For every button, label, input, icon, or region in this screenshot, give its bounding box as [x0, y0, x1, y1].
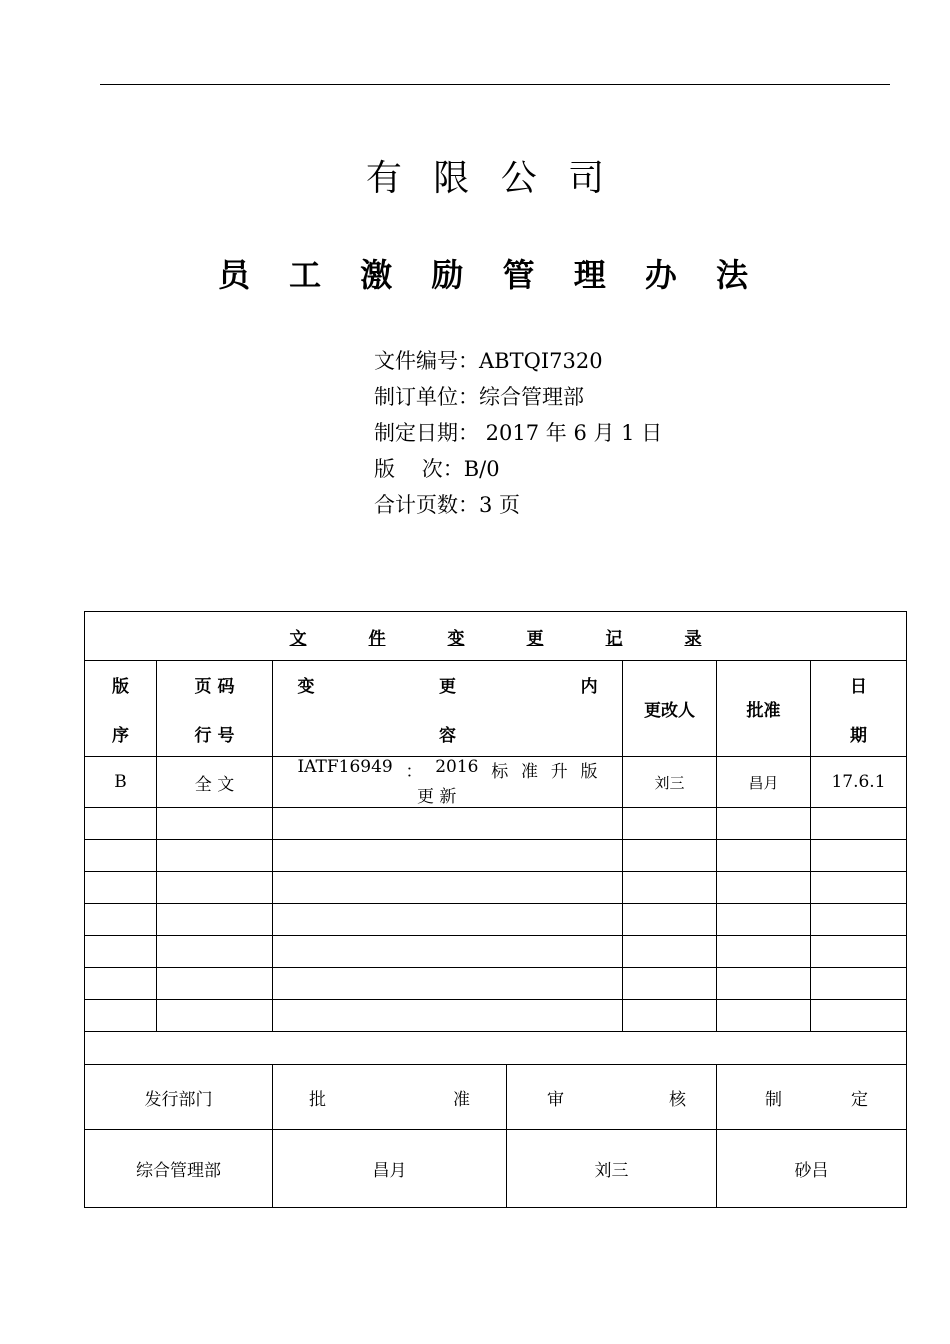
sign-value-approve: 昌月: [273, 1130, 507, 1208]
cell-modifier: 刘三: [623, 757, 717, 808]
change-record-title: [85, 612, 907, 661]
table-row: [85, 936, 907, 968]
col-header-modifier: 更改人: [623, 661, 717, 757]
header-text: 内: [580, 676, 598, 697]
meta-version: 版 次：B/0: [374, 457, 500, 481]
header-text: 更: [439, 676, 456, 697]
header-text: 版: [112, 676, 129, 697]
cell-change: [273, 757, 623, 808]
sign-header-make: [717, 1065, 907, 1130]
sign-header-dept: 发行部门: [85, 1065, 273, 1130]
sign-header-row: [85, 1065, 907, 1130]
cell-text: 版: [580, 762, 598, 782]
cell-text: 2016: [435, 757, 479, 777]
header-text: 变: [297, 676, 315, 697]
cell-page: 全 文: [157, 757, 273, 808]
header-text: 批: [309, 1089, 326, 1110]
spacer-row: [85, 1032, 907, 1065]
cell-text: 准: [520, 762, 538, 782]
document-meta: [374, 343, 662, 523]
header-text: 页 码: [194, 676, 235, 697]
sign-header-review: [507, 1065, 717, 1130]
cell-version: B: [85, 757, 157, 808]
header-text: 定: [851, 1089, 868, 1110]
table-row: [85, 904, 907, 936]
header-text: 准: [453, 1089, 470, 1110]
table-row: [85, 872, 907, 904]
document-title: 员 工 激 励 管 理 办 法: [218, 256, 762, 294]
col-header-date: [811, 661, 907, 757]
cell-text: ：: [405, 762, 423, 782]
cell-text: 标: [491, 762, 509, 782]
sign-header-approve: [273, 1065, 507, 1130]
meta-date: 制定日期： 2017 年 6 月 1 日: [374, 421, 663, 445]
sign-values-row: [85, 1130, 907, 1208]
sign-value-make: 砂吕: [717, 1130, 907, 1208]
col-header-page: [157, 661, 273, 757]
header-text: 审: [547, 1089, 564, 1110]
title-char: 件: [368, 628, 386, 649]
table-row: [85, 757, 907, 808]
header-rule: [100, 84, 890, 85]
company-name: 有 限 公 司: [365, 158, 615, 199]
table-row: [85, 968, 907, 1000]
header-text: 期: [850, 725, 867, 746]
header-text: 日: [850, 676, 867, 697]
change-record-table: [84, 611, 907, 1208]
sign-value-dept: 综合管理部: [85, 1130, 273, 1208]
header-text: 行 号: [194, 725, 235, 746]
table-row: [85, 1000, 907, 1032]
header-text: 序: [112, 725, 129, 746]
meta-department: 制订单位：综合管理部: [374, 385, 584, 409]
col-header-approver: 批准: [717, 661, 811, 757]
meta-pages: 合计页数：3 页: [374, 493, 521, 517]
title-char: 文: [289, 628, 307, 649]
col-header-change: [273, 661, 623, 757]
sign-value-review: 刘三: [507, 1130, 717, 1208]
cell-date: 17.6.1: [811, 757, 907, 808]
cell-approver: 昌月: [717, 757, 811, 808]
header-text: 制: [765, 1089, 782, 1110]
header-text: 容: [439, 725, 456, 746]
title-char: 变: [447, 628, 465, 649]
title-char: 记: [605, 628, 623, 649]
table-row: [85, 840, 907, 872]
cell-text: 升: [550, 762, 568, 782]
header-text: 核: [669, 1089, 686, 1110]
cell-text: IATF16949: [297, 757, 393, 777]
meta-doc-number: 文件编号：ABTQI7320: [374, 349, 603, 373]
title-char: 更: [526, 628, 544, 649]
cell-text: 更 新: [417, 787, 457, 807]
table-row: [85, 808, 907, 840]
col-header-version: [85, 661, 157, 757]
title-char: 录: [684, 628, 702, 649]
